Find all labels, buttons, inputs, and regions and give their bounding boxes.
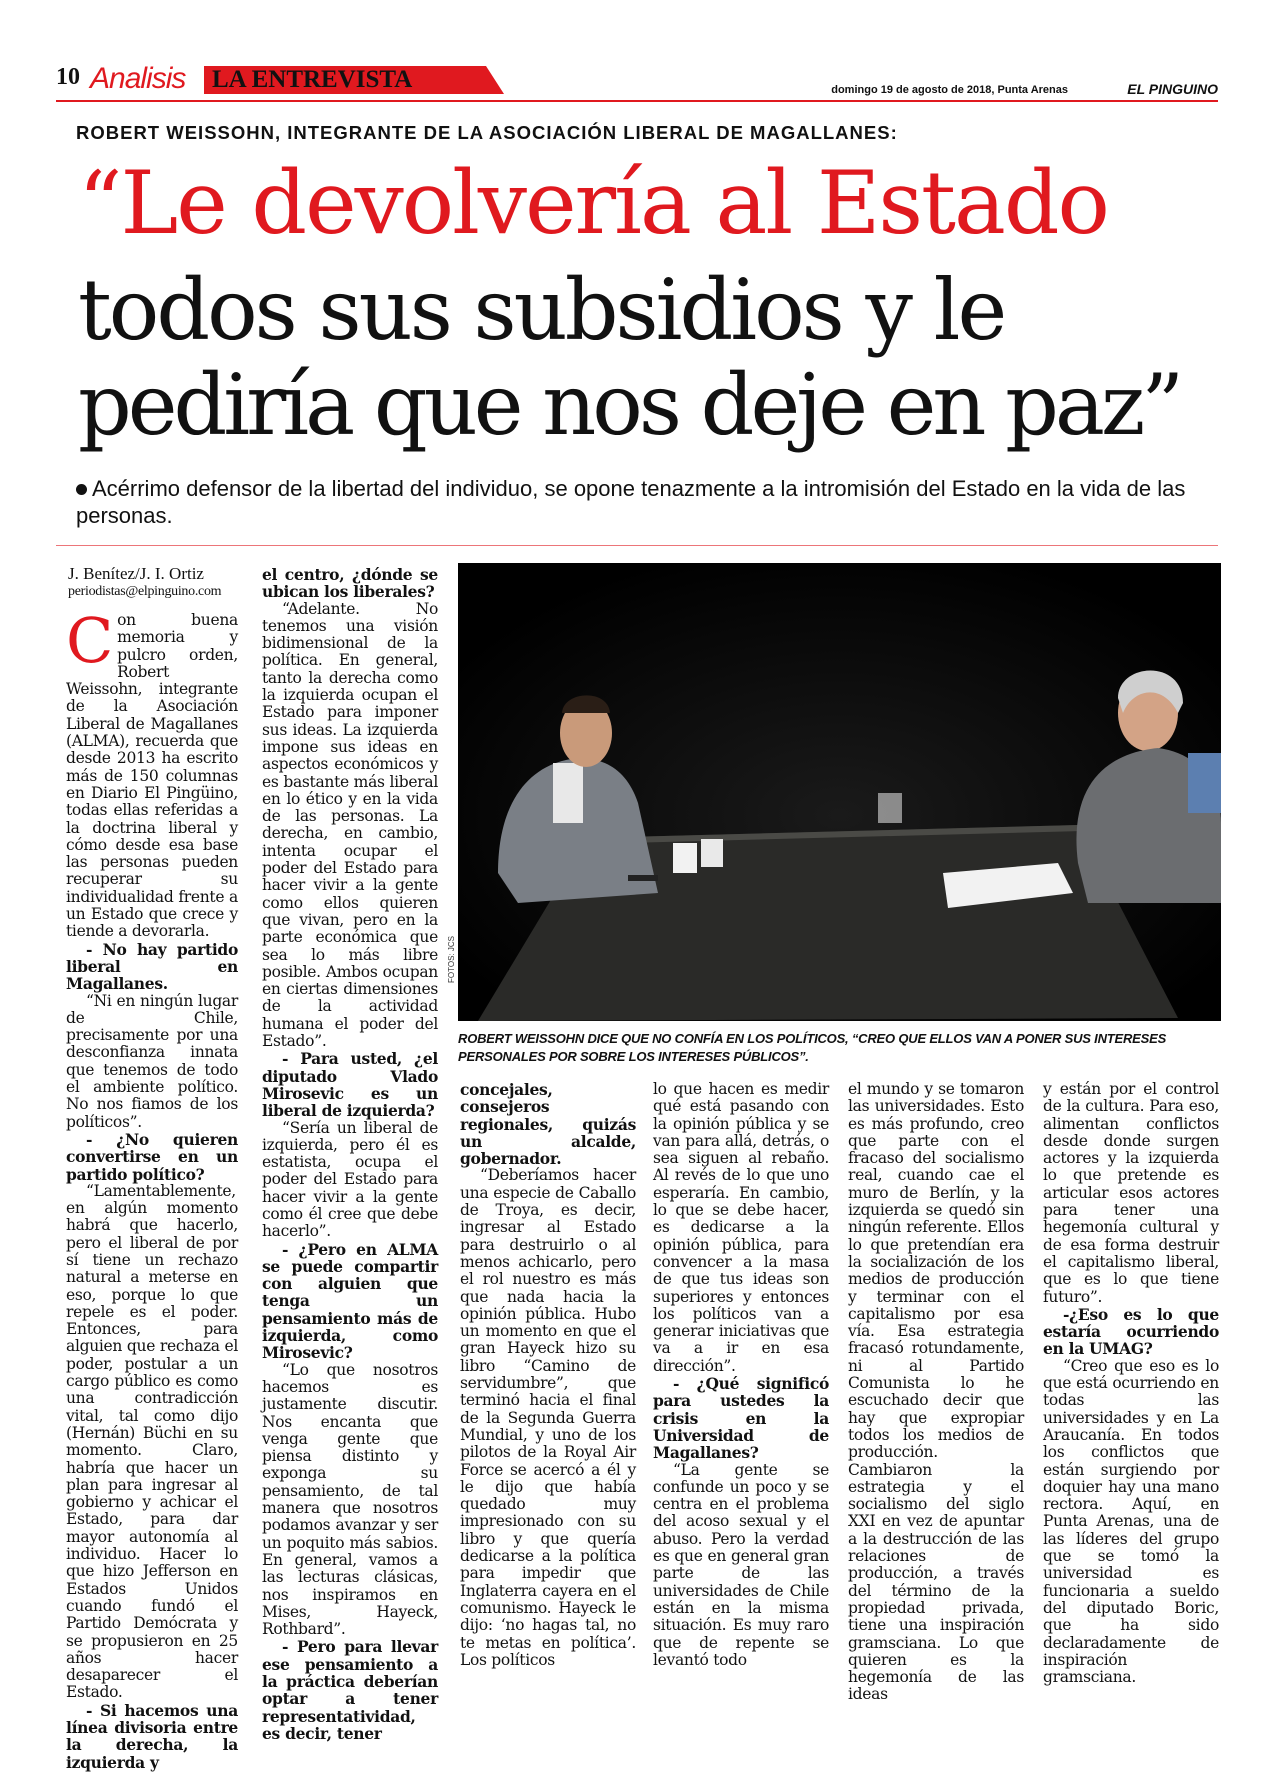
answer: “Sería un liberal de izquierda, pero él es estatista, ocupa el poder del Estado para hacer vivir a la gente como él cree que debe hacerlo”.: [262, 1118, 438, 1241]
question: - Si hacemos una línea divisoria entre la derecha, la izquierda y: [66, 1700, 238, 1772]
header-rule: [56, 100, 1218, 102]
answer-continued: el mundo y se tomaron las universidades. Esto es más profundo, creo que parte con el fracaso del socialismo real, cuando cae el muro de Berlín, y la izquierda se quedó sin ningún referente. Ellos lo que pretendían era la socialización de los medios de producción y terminar con el capitalismo por esa vía. Esa estrategia fracasó rotundamente, ni al Partido Comunista lo he escuchado decir que hay que expropiar todos los medios de producción. Cambiaron la estrategia y el socialismo del siglo XXI en vez de apuntar a la destrucción de las relaciones de producción, a través del término de la propiedad privada, tiene una inspiración gramsciana. Lo que quieren es la hegemonía de las ideas: [848, 1080, 1024, 1704]
section-script-label: Analisis: [90, 62, 186, 95]
lead-rule: [56, 545, 1218, 546]
kicker: ROBERT WEISSOHN, INTEGRANTE DE LA ASOCIACIÓN LIBERAL DE MAGALLANES:: [76, 122, 898, 143]
newspaper-name: EL PINGUINO: [1127, 81, 1218, 97]
question-continued: concejales, consejeros regionales, quizás un alcalde, gobernador.: [460, 1080, 636, 1169]
article-column-5: [848, 1081, 1024, 1704]
article-column-3: [460, 1081, 636, 1669]
page-header: [56, 64, 1218, 104]
intro-paragraph: on buena memoria y pulcro orden, Robert Weissohn, integrante de la Asociación Liberal de Magallanes (ALMA), recuerda que desde 2013 ha escrito más de 150 columnas en Diario El Pingüino, todas ellas referidas a la doctrina liberal y cómo desde esa base las personas pueden recuperar su individualidad frente a un Estado que crece y tiende a devorarla.: [66, 611, 238, 941]
article-column-1: [66, 604, 238, 1772]
interview-photo: [458, 563, 1221, 1021]
photo-caption: ROBERT WEISSOHN DICE QUE NO CONFÍA EN LOS POLÍTICOS, “CREO QUE ELLOS VAN A PONER SUS INTERESES PERSONALES POR SOBRE LOS INTERESES PÚBLICOS”.: [458, 1031, 1167, 1064]
headline-line-2: todos sus subsidios y le: [78, 261, 1005, 359]
answer: “Ni en ningún lugar de Chile, precisamente por una desconfianza innata que tenemos de todo el ambiente político. No nos fiamos de los políticos”.: [66, 991, 238, 1131]
dateline: domingo 19 de agosto de 2018, Punta Arenas: [831, 84, 1068, 96]
question: - ¿Pero en ALMA se puede compartir con alguien que tenga un pensamiento más de izquierda, como Mirosevic?: [262, 1239, 438, 1363]
interview-photo-illustration: [458, 563, 1221, 1021]
answer: “Lamentablemente, en algún momento habrá que hacerlo, pero el liberal de por sí tiene un rechazo natural a meterse en eso, porque lo que repele es el poder. Entonces, para alguien que rechaza el poder, postular a un cargo público es como una contradicción vital, tal como dijo (Hernán) Büchi en su momento. Claro, habría que hacer un plan para ingresar al gobierno y achicar el Estado, para dar mayor autonomía al individuo. Hacer lo que hizo Jefferson en Estados Unidos cuando fundó el Partido Demócrata y se propusieron en 25 años hacer desaparecer el Estado.: [66, 1181, 238, 1702]
page-number: 10: [56, 64, 80, 90]
question: - ¿Qué significó para ustedes la crisis en la Universidad de Magallanes?: [653, 1374, 829, 1463]
article-column-6: [1043, 1081, 1219, 1686]
question: - Para usted, ¿el diputado Vlado Mirosevic es un liberal de izquierda?: [262, 1049, 438, 1121]
headline-red: “Le devolvería al Estado: [78, 152, 1108, 254]
answer: “Deberíamos hacer una especie de Caballo de Troya, es decir, ingresar al Estado para destruirlo o al menos achicarlo, pero el rol nuestro es más que nada hacia la opinión pública. Hubo un momento en que el gran Hayeck hizo su libro “Camino de servidumbre”, que terminó hacia el final de la Segunda Guerra Mundial, y uno de los pilotos de la Royal Air Force se acercó a él y le dijo que había quedado muy impresionado con su libro y que quería dedicarse a la política para impedir que Inglaterra cayera en el comunismo. Hayeck le dijo: ‘no hagas tal, no te metas en política’. Los políticos: [460, 1166, 636, 1669]
question-continued: el centro, ¿dónde se ubican los liberales?: [262, 565, 438, 602]
question: - No hay partido liberal en Magallanes.: [66, 939, 238, 994]
answer: “Lo que nosotros hacemos es justamente discutir. Nos encanta que venga gente que piensa distinto y exponga su pensamiento, de tal manera que nosotros podamos avanzar y ser un poquito más sabios. En general, vamos a las lecturas clásicas, nos inspiramos en Mises, Hayeck, Rothbard”.: [262, 1360, 438, 1639]
photo-credit: FOTOS: JCS: [447, 936, 456, 983]
lead-paragraph: Acérrimo defensor de la libertad del individuo, se opone tenazmente a la intromisión del Estado en la vida de las personas.: [76, 476, 1186, 528]
byline: J. Benítez/J. I. Ortiz: [68, 564, 204, 583]
question: -¿Eso es lo que estaría ocurriendo en la UMAG?: [1043, 1304, 1219, 1359]
article-column-4: [653, 1081, 829, 1669]
headline-line-3: pediría que nos deje en paz”: [78, 356, 1181, 454]
answer: “La gente se confunde un poco y se centra en el problema del acoso sexual y el abuso. Pero la verdad es que en general gran parte de las universidades de Chile están en la misma situación. Es muy raro que de repente se levantó todo: [653, 1460, 829, 1669]
answer-continued: lo que hacen es medir qué está pasando con la opinión pública y se van para allá, detrás, o sea siguen al rebaño. Al revés de lo que uno esperaría. En cambio, lo que se debe hacer, es dedicarse a la opinión pública, para convencer a la masa de que tus ideas son superiores y entonces los políticos van a generar iniciativas que va a ir en esa dirección”.: [653, 1080, 829, 1375]
question: - ¿No quieren convertirse en un partido político?: [66, 1129, 238, 1184]
answer: “Creo que eso es lo que está ocurriendo en todas las universidades y en La Araucanía. En todos los conflictos que están surgiendo por doquier hay una mano rectora. Aquí, en Punta Arenas, una de las líderes del grupo que se tomó la universidad es funcionaria a sueldo del diputado Boric, que ha sido declaradamente de inspiración gramsciana.: [1043, 1356, 1219, 1687]
answer: “Adelante. No tenemos una visión bidimensional de la política. En general, tanto la derecha como la izquierda ocupan el Estado para imponer sus ideas. La izquierda impone sus ideas en aspectos económicos y es bastante más liberal en lo ético y en la vida de las personas. La derecha, en cambio, intenta ocupar el poder del Estado para hacer vivir a la gente como ellos quieren que vivan, pero en la parte económica que sea lo más libre posible. Ambos ocupan en ciertas dimensiones de la actividad humana el poder del Estado”.: [262, 599, 438, 1051]
article-column-2: [262, 566, 438, 1742]
question: - Pero para llevar ese pensamiento a la práctica deberían optar a tener representatividad, es decir, tener: [262, 1637, 438, 1743]
answer-continued: y están por el control de la cultura. Para eso, alimentan conflictos desde donde surgen actores y la izquierda lo que pretende es articular esos actores para tener una hegemonía cultural y de esa forma destruir el capitalismo liberal, que es lo que tiene futuro”.: [1043, 1080, 1219, 1306]
byline-email: periodistas@elpinguino.com: [68, 584, 222, 599]
section-title: LA ENTREVISTA: [212, 66, 413, 93]
dropcap: C: [66, 604, 114, 677]
